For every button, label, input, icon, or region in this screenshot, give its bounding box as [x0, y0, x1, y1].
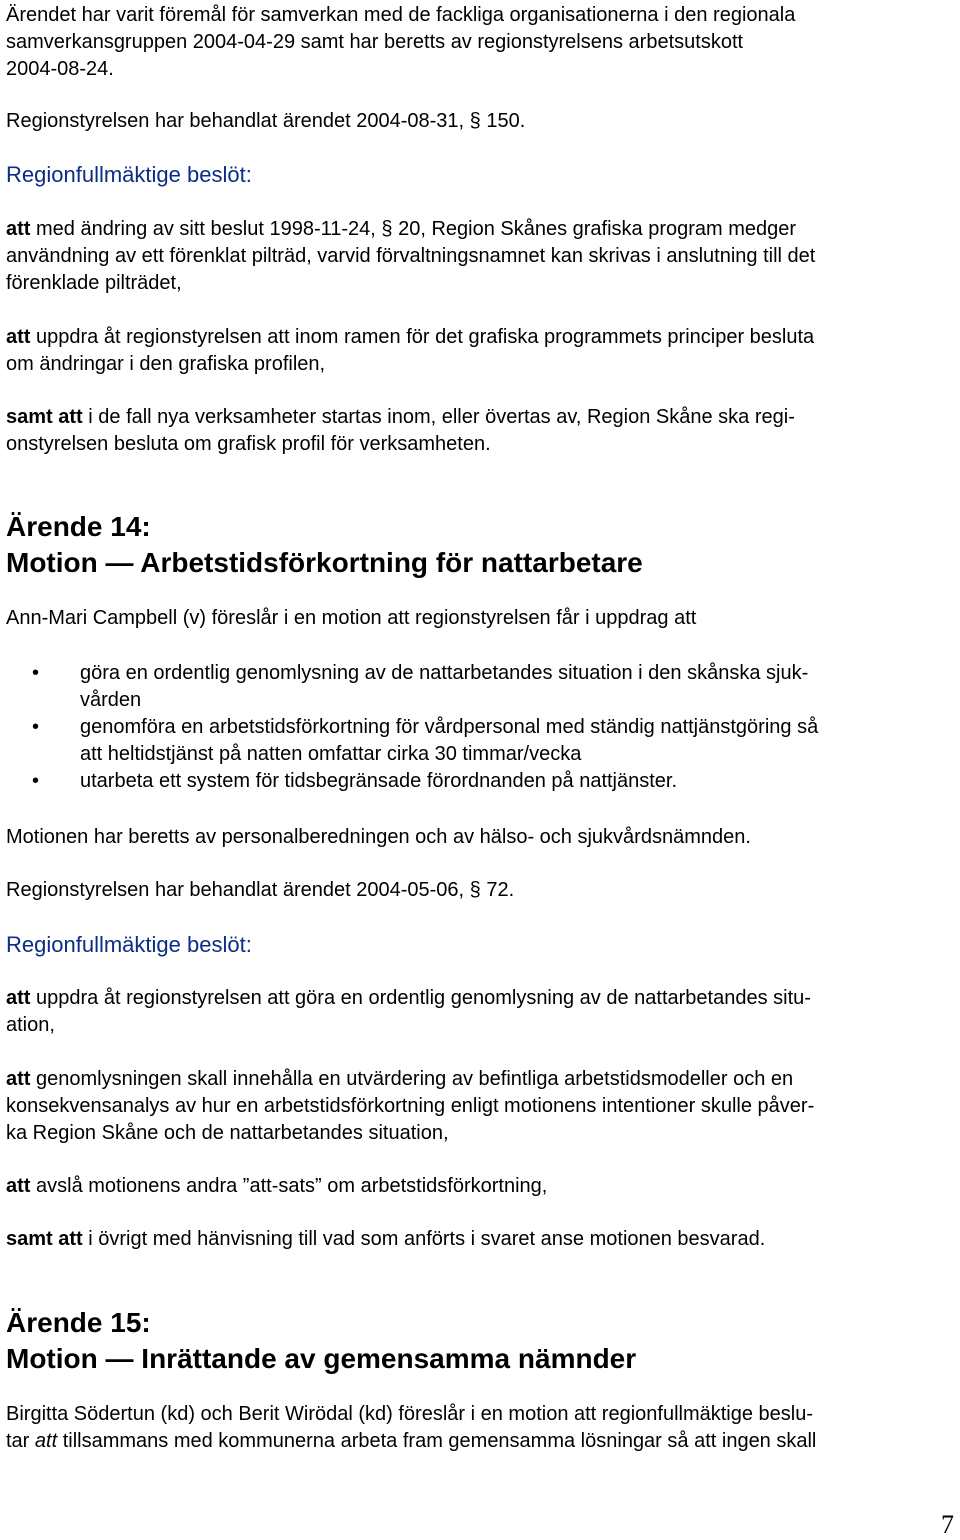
section-number: Ärende 14: [6, 511, 151, 542]
list-item [6, 768, 946, 795]
decision-clause [6, 1173, 547, 1200]
motion-lead [6, 1401, 816, 1455]
clause-text: onstyrelsen besluta om grafisk profil för verksamheten. [6, 433, 491, 455]
decision-clause [6, 216, 815, 297]
intro-line: samverkansgruppen 2004-04-29 samt har beretts av regionstyrelsens arbetsutskott [6, 31, 744, 53]
decision-clause [6, 324, 814, 378]
section-title [6, 509, 643, 581]
clause-keyword: att [6, 1068, 31, 1090]
decision-heading: Regionfullmäktige beslöt: [6, 932, 252, 957]
list-item-text: utarbeta ett system för tidsbegränsade förordnanden på nattjänster. [80, 770, 678, 792]
clause-text: med ändring av sitt beslut 1998-11-24, § 20, Region Skånes grafiska program medger [30, 218, 797, 240]
intro-handled: Regionstyrelsen har behandlat ärendet 2004-08-31, § 150. [6, 110, 526, 132]
decision-clause [6, 985, 811, 1039]
list-item [6, 714, 946, 768]
motion-text: tillsammans med kommunerna arbeta fram gemensamma lösningar så att ingen skall [57, 1430, 817, 1452]
clause-text: i de fall nya verksamheter startas inom, eller övertas av, Region Skåne ska regi- [82, 406, 795, 428]
intro-paragraph [6, 2, 795, 83]
clause-text: konsekvensanalys av hur en arbetstidsförkortning enligt motionens intentioner skulle påver- [6, 1095, 815, 1117]
motion-handled: Regionstyrelsen har behandlat ärendet 2004-05-06, § 72. [6, 879, 515, 901]
clause-text: uppdra åt regionstyrelsen att inom ramen för det grafiska programmets principer besluta [30, 326, 815, 348]
clause-keyword: att [6, 987, 31, 1009]
decision-clause [6, 1066, 814, 1147]
motion-text: tar [6, 1430, 35, 1452]
clause-text: ation, [6, 1014, 55, 1036]
bullet-icon: • [32, 716, 40, 738]
list-item-text: att heltidstjänst på natten omfattar cirka 30 timmar/vecka [80, 743, 582, 765]
clause-text: förenklade pilträdet, [6, 272, 182, 294]
clause-keyword: att [6, 326, 31, 348]
section-number: Ärende 15: [6, 1307, 151, 1338]
bullet-icon: • [32, 770, 40, 792]
section-heading: Motion — Arbetstidsförkortning för nattarbetare [6, 547, 643, 578]
clause-text: genomlysningen skall innehålla en utvärdering av befintliga arbetstidsmodeller och en [30, 1068, 794, 1090]
decision-clause [6, 404, 795, 458]
section-title [6, 1305, 636, 1377]
intro-line: Ärendet har varit föremål för samverkan med de fackliga organisationerna i den regionala [6, 4, 796, 26]
motion-lead: Ann-Mari Campbell (v) föreslår i en motion att regionstyrelsen får i uppdrag att [6, 607, 697, 629]
clause-keyword: samt att [6, 1228, 83, 1250]
page-number: 7 [941, 1510, 954, 1539]
clause-text: användning av ett förenklat pilträd, varvid förvaltningsnamnet kan skrivas i anslutning till det [6, 245, 816, 267]
list-item-text: vården [80, 689, 142, 711]
decision-clause [6, 1226, 765, 1253]
intro-line: 2004-08-24. [6, 58, 114, 80]
clause-keyword: att [6, 1175, 31, 1197]
clause-keyword: att [6, 218, 31, 240]
clause-text: ka Region Skåne och de nattarbetandes situation, [6, 1122, 449, 1144]
section-heading: Motion — Inrättande av gemensamma nämnder [6, 1343, 637, 1374]
bullet-icon: • [32, 662, 40, 684]
clause-text: om ändringar i den grafiska profilen, [6, 353, 326, 375]
list-item [6, 660, 946, 714]
clause-text: i övrigt med hänvisning till vad som anförts i svaret anse motionen besvarad. [82, 1228, 766, 1250]
list-item-text: göra en ordentlig genomlysning av de nattarbetandes situation i den skånska sjuk- [80, 662, 809, 684]
clause-text: avslå motionens andra ”att-sats” om arbetstidsförkortning, [30, 1175, 548, 1197]
clause-text: uppdra åt regionstyrelsen att göra en ordentlig genomlysning av de nattarbetandes situ- [30, 987, 811, 1009]
clause-keyword: samt att [6, 406, 83, 428]
motion-text: Birgitta Södertun (kd) och Berit Wirödal (kd) föreslår i en motion att regionfullmäktige beslu- [6, 1403, 814, 1425]
motion-prepared: Motionen har beretts av personalberedningen och av hälso- och sjukvårdsnämnden. [6, 826, 751, 848]
decision-heading: Regionfullmäktige beslöt: [6, 162, 252, 187]
motion-text-italic: att [34, 1430, 58, 1452]
list-item-text: genomföra en arbetstidsförkortning för vårdpersonal med ständig nattjänstgöring så [80, 716, 819, 738]
motion-bullet-list [6, 660, 946, 795]
